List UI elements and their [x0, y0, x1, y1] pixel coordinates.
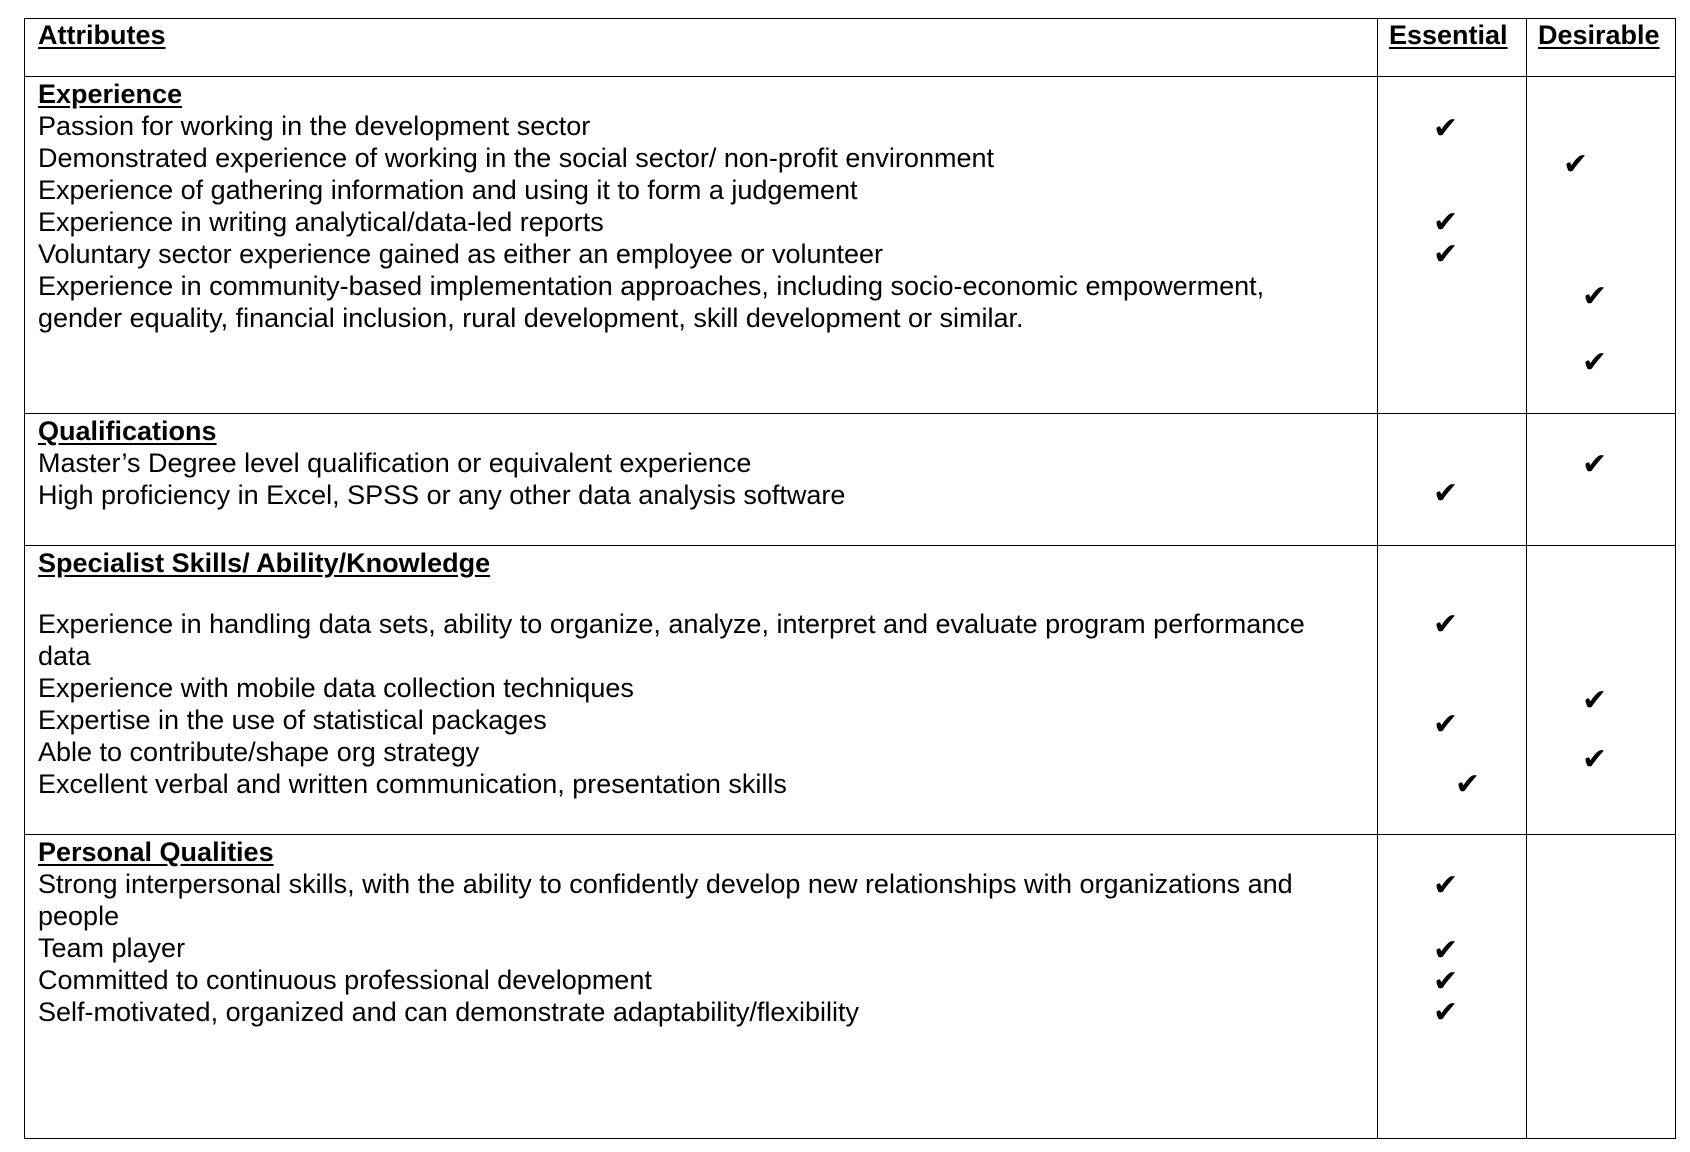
experience-line: Experience in community-based implementation approaches, including socio-economic empowerment, — [38, 271, 1265, 301]
skills-line: Experience in handling data sets, ability to organize, analyze, interpret and evaluate program performance — [38, 609, 1305, 639]
desirable-tick-icon: ✔ — [1582, 683, 1608, 718]
attributes-header: Attributes — [38, 20, 166, 50]
skills-line: Experience with mobile data collection techniques — [38, 673, 634, 703]
qualifications-line: High proficiency in Excel, SPSS or any other data analysis software — [38, 480, 846, 510]
experience-row-divider — [25, 413, 1675, 414]
header-row-divider — [25, 76, 1675, 77]
desirable-tick-icon: ✔ — [1563, 147, 1589, 182]
experience-line: Experience in writing analytical/data-led reports — [38, 207, 604, 237]
skills-line: Excellent verbal and written communication, presentation skills — [38, 769, 787, 799]
essential-tick-icon: ✔ — [1433, 205, 1459, 240]
experience-heading: Experience — [38, 79, 183, 109]
experience-line: Experience of gathering information and using it to form a judgement — [38, 175, 858, 205]
qualifications-heading: Qualifications — [38, 416, 217, 446]
skills-row-divider — [25, 834, 1675, 835]
essential-tick-icon: ✔ — [1455, 767, 1481, 802]
experience-line: Passion for working in the development sector — [38, 111, 591, 141]
experience-line: Demonstrated experience of working in the social sector/ non-profit environment — [38, 143, 994, 173]
desirable-tick-icon: ✔ — [1582, 742, 1608, 777]
essential-tick-icon: ✔ — [1433, 476, 1459, 511]
requirements-table — [24, 18, 1676, 1139]
desirable-tick-icon: ✔ — [1582, 447, 1608, 482]
skills-line: Expertise in the use of statistical packages — [38, 705, 547, 735]
desirable-tick-icon: ✔ — [1582, 345, 1608, 380]
desirable-tick-icon: ✔ — [1582, 279, 1608, 314]
essential-tick-icon: ✔ — [1433, 111, 1459, 146]
experience-line: gender equality, financial inclusion, rural development, skill development or similar. — [38, 303, 1024, 333]
skills-heading: Specialist Skills/ Ability/Knowledge — [38, 548, 491, 578]
desirable-column-divider — [1526, 19, 1527, 1138]
qualifications-row-divider — [25, 545, 1675, 546]
essential-tick-icon: ✔ — [1433, 964, 1459, 999]
qualifications-line: Master’s Degree level qualification or equivalent experience — [38, 448, 752, 478]
essential-tick-icon: ✔ — [1433, 607, 1459, 642]
personal-qualities-line: Strong interpersonal skills, with the ability to confidently develop new relationships with organizations and — [38, 869, 1293, 899]
essential-column-divider — [1377, 19, 1378, 1138]
skills-line: data — [38, 641, 91, 671]
essential-tick-icon: ✔ — [1433, 707, 1459, 742]
essential-header: Essential — [1389, 20, 1508, 50]
personal-qualities-heading: Personal Qualities — [38, 837, 274, 867]
personal-qualities-line: Self-motivated, organized and can demonstrate adaptability/flexibility — [38, 997, 859, 1027]
essential-tick-icon: ✔ — [1433, 995, 1459, 1030]
essential-tick-icon: ✔ — [1433, 933, 1459, 968]
essential-tick-icon: ✔ — [1433, 868, 1459, 903]
desirable-header: Desirable — [1538, 20, 1660, 50]
essential-tick-icon: ✔ — [1433, 237, 1459, 272]
personal-qualities-line: people — [38, 901, 120, 931]
personal-qualities-line: Team player — [38, 933, 186, 963]
experience-line: Voluntary sector experience gained as either an employee or volunteer — [38, 239, 884, 269]
personal-qualities-line: Committed to continuous professional development — [38, 965, 652, 995]
skills-line: Able to contribute/shape org strategy — [38, 737, 480, 767]
